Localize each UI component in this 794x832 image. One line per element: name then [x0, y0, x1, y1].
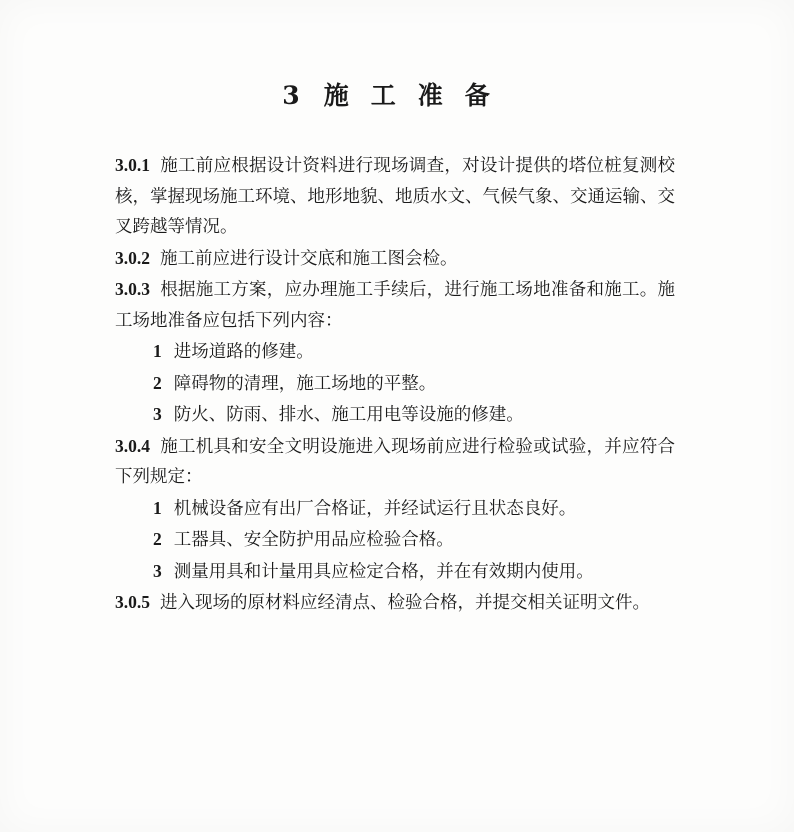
list-item — [115, 556, 675, 588]
item-text: 工器具、安全防护用品应检验合格。 — [173, 530, 454, 550]
item-text: 机械设备应有出厂合格证，并经试运行且状态良好。 — [173, 498, 577, 519]
clause-number: 3.0.5 — [115, 592, 150, 612]
chapter-title-text: 施工准备 — [323, 81, 512, 110]
clause-3-0-5 — [115, 587, 675, 619]
clause-text: 进入现场的原材料应经清点、检验合格，并提交相关证明文件。 — [160, 593, 650, 613]
list-item — [115, 336, 675, 368]
clause-text: 施工前应根据设计资料进行现场调查，对设计提供的塔位桩复测校核，掌握现场施工环境、地形地貌、地质水文、气候气象、交通运输、交叉跨越等情况。 — [115, 156, 675, 237]
chapter-title — [0, 76, 794, 112]
clause-3-0-1 — [115, 150, 675, 243]
item-number: 2 — [153, 529, 162, 549]
clause-3-0-2 — [115, 243, 675, 275]
list-item — [115, 399, 675, 431]
clause-number: 3.0.3 — [115, 279, 150, 299]
item-text: 进场道路的修建。 — [173, 342, 314, 362]
item-number: 2 — [153, 372, 162, 393]
chapter-body — [115, 150, 675, 619]
list-item — [115, 524, 675, 556]
clause-number: 3.0.4 — [115, 435, 150, 456]
item-number: 3 — [153, 560, 162, 581]
clause-text: 根据施工方案，应办理施工手续后，进行施工场地准备和施工。施工场地准备应包括下列内容： — [115, 280, 675, 331]
item-text: 防火、防雨、排水、施工用电等设施的修建。 — [173, 405, 524, 425]
clause-text: 施工前应进行设计交底和施工图会检。 — [160, 248, 458, 269]
clause-number: 3.0.2 — [115, 247, 150, 268]
list-item — [115, 368, 675, 400]
chapter-number: 3 — [282, 81, 302, 110]
clause-number: 3.0.1 — [115, 155, 150, 175]
item-number: 3 — [153, 404, 162, 424]
clause-3-0-3 — [115, 274, 675, 336]
list-item — [115, 493, 675, 525]
item-text: 测量用具和计量用具应检定合格，并在有效期内使用。 — [173, 561, 594, 582]
item-text: 障碍物的清理，施工场地的平整。 — [173, 373, 437, 394]
clause-3-0-4 — [115, 431, 675, 493]
item-number: 1 — [153, 497, 162, 518]
clause-text: 施工机具和安全文明设施进入现场前应进行检验或试验，并应符合下列规定： — [115, 436, 675, 487]
item-number: 1 — [153, 341, 162, 361]
